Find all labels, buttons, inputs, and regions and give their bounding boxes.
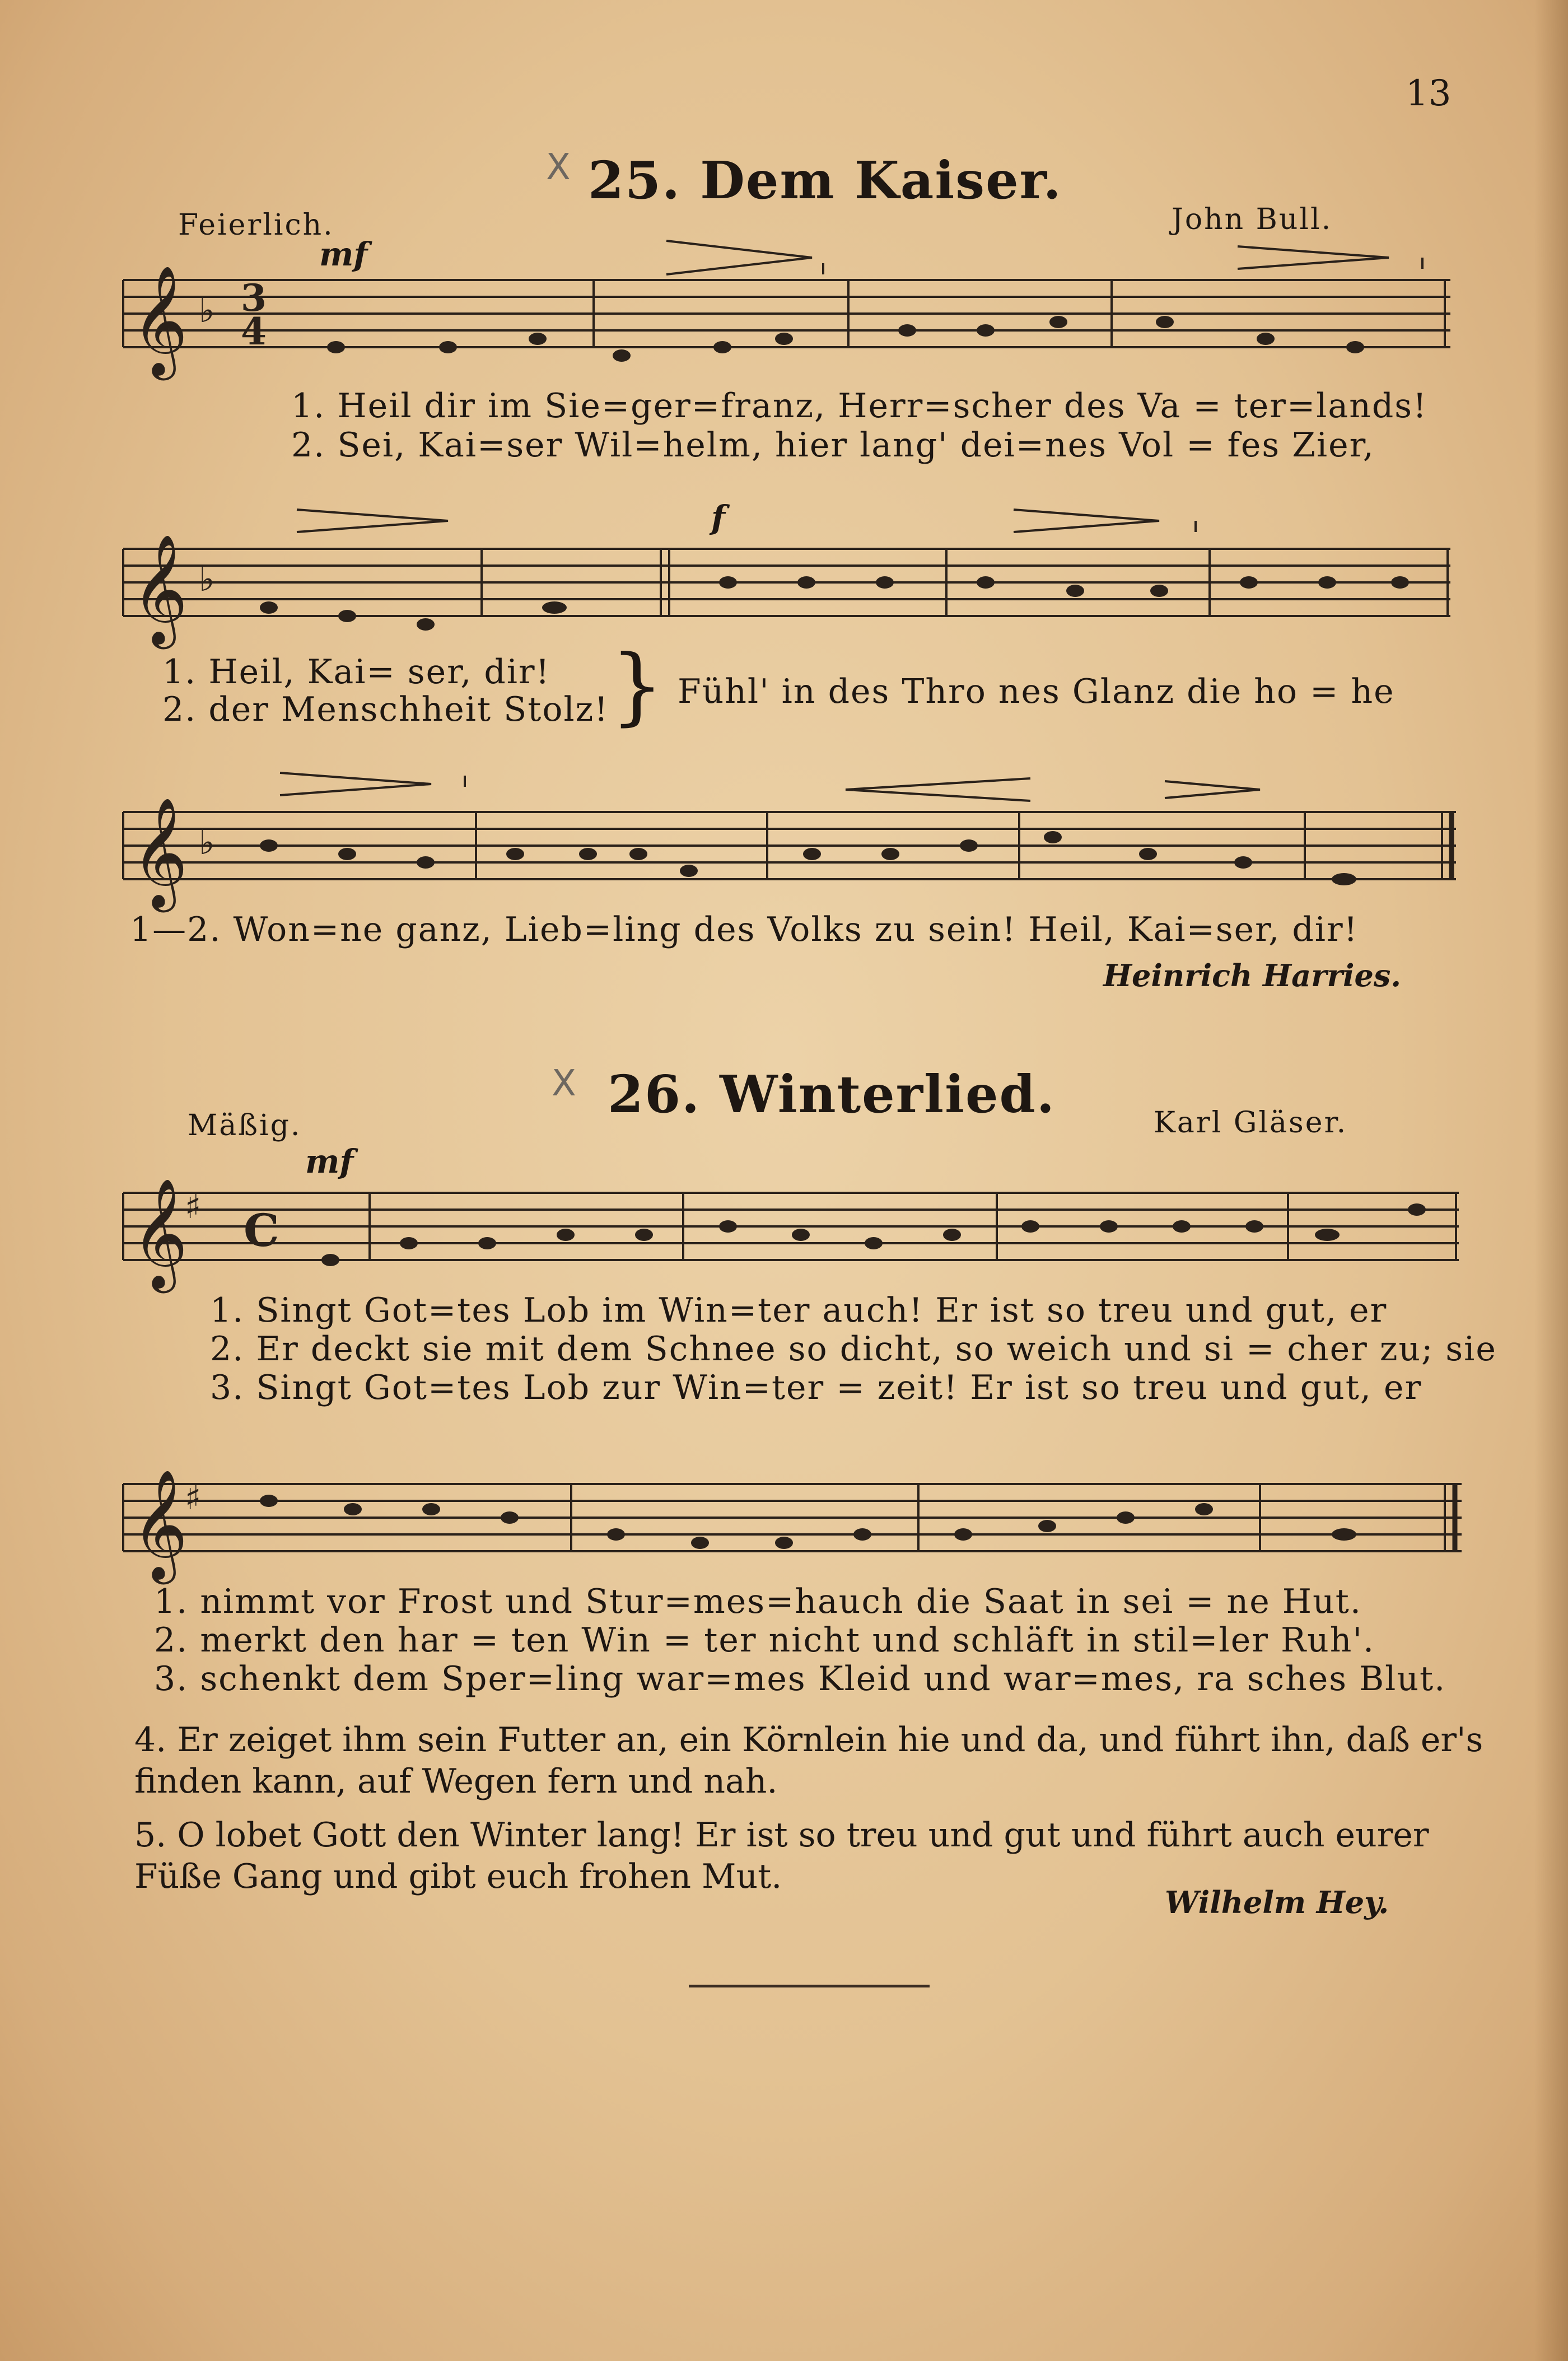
svg-text:𝄞: 𝄞 [132,1469,188,1580]
end-rule [689,1985,930,1987]
song-26-author: Wilhelm Hey. [1165,1884,1389,1920]
song-25-composer: John Bull. [1172,203,1333,236]
svg-text:♯: ♯ [185,1187,202,1226]
pencil-cross-mark: X [546,147,571,188]
song-25-dynamic-mf: mf [319,235,368,273]
notes-26-1 [321,1203,1426,1266]
song-26-lyric-line-5: 2. merkt den har = ten Win = ter nicht und schläft in stil=ler Ruh'. [154,1621,1375,1660]
song-26-title: 26. Winterlied. [608,1064,1056,1124]
song-25-dynamic-f: f [711,498,725,536]
notes-25-3 [260,831,1356,885]
svg-text:𝄞: 𝄞 [132,797,188,908]
song-25-lyric-common: Fühl' in des Thro nes Glanz die ho = he [678,672,1395,711]
song-26-lyric-line-6: 3. schenkt dem Sper=ling war=mes Kleid und war=mes, ra sches Blut. [154,1659,1446,1699]
notes-25-2 [260,576,1409,631]
song-26-verse-5: 5. O lobet Gott den Winter lang! Er ist so treu und gut und führt auch eurer Füße Gang und gibt euch frohen Mut. [134,1816,1429,1896]
notes-26-2 [260,1495,1356,1549]
song-25-lyric-line-4: 2. der Menschheit Stolz! [162,690,609,729]
song-25-lyric-line-5: 1—2. Won=ne ganz, Lieb=ling des Volks zu sein! Heil, Kai=ser, dir! [130,910,1359,949]
song-25-author: Heinrich Harries. [1103,958,1402,993]
song-26-lyric-line-2: 2. Er deckt sie mit dem Schnee so dicht, so weich und si = cher zu; sie [210,1329,1497,1369]
song-26-composer: Karl Gläser. [1154,1106,1348,1140]
svg-text:3: 3 [241,276,267,320]
staff-system-25-3 [123,812,1456,879]
svg-text:4: 4 [241,310,267,353]
svg-text:♭: ♭ [199,823,215,862]
svg-text:𝄞: 𝄞 [132,534,188,645]
notes-25-1 [327,316,1364,362]
svg-text:♭: ♭ [199,560,215,599]
page-number: 13 [1406,73,1452,114]
song-26-tempo: Mäßig. [188,1109,302,1142]
svg-text:𝄞: 𝄞 [132,1178,188,1289]
song-26-lyric-line-3: 3. Singt Got=tes Lob zur Win=ter = zeit! Er ist so treu und gut, er [210,1368,1422,1407]
song-25-lyric-line-2: 2. Sei, Kai=ser Wil=helm, hier lang' dei=nes Vol = fes Zier, [291,426,1375,465]
song-26-verse-4: 4. Er zeiget ihm sein Futter an, ein Körnlein hie und da, und führt ihn, daß er's finden kann, auf Wegen fern und nah. [134,1720,1483,1801]
pencil-cross-mark: X [552,1063,576,1104]
song-26-lyric-line-1: 1. Singt Got=tes Lob im Win=ter auch! Er ist so treu und gut, er [210,1291,1388,1330]
song-25-title: 25. Dem Kaiser. [588,150,1062,211]
svg-text:♭: ♭ [199,291,215,330]
song-26-dynamic-mf: mf [305,1142,354,1180]
svg-text:𝄞: 𝄞 [132,265,188,376]
brace: } [610,637,664,735]
song-25-tempo: Feierlich. [178,208,334,242]
svg-text:C: C [244,1204,279,1257]
song-26-lyric-line-4: 1. nimmt vor Frost und Stur=mes=hauch die Saat in sei = ne Hut. [154,1582,1362,1621]
svg-text:♯: ♯ [185,1478,202,1518]
song-25-lyric-line-3: 1. Heil, Kai= ser, dir! [162,652,550,692]
song-25-lyric-line-1: 1. Heil dir im Sie=ger=franz, Herr=scher des Va = ter=lands! [291,386,1428,426]
